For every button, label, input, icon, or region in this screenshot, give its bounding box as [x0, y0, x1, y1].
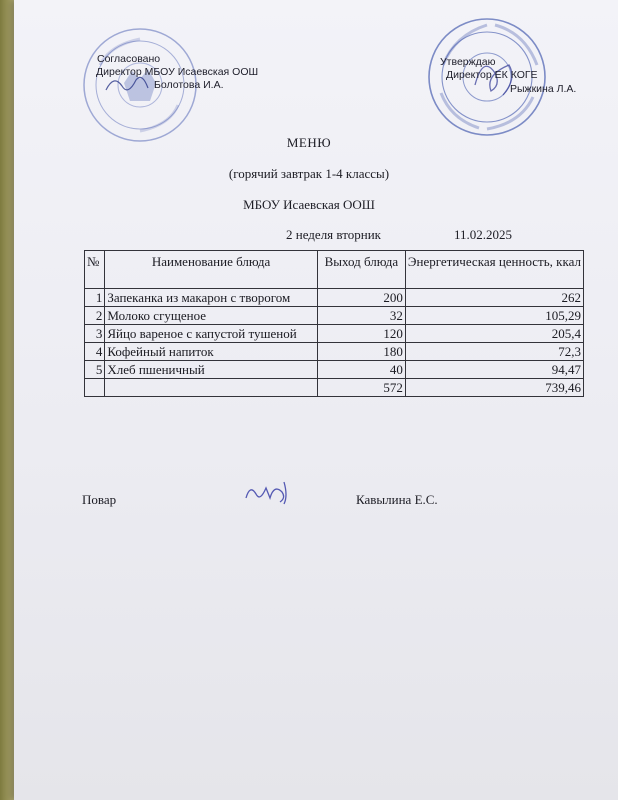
approval-left-label: Согласовано [97, 53, 161, 65]
approval-left-position: Директор МБОУ Исаевская ООШ [96, 66, 259, 78]
week-day: 2 неделя вторник [286, 227, 381, 242]
total-number-empty [85, 379, 105, 397]
table-total-row [85, 379, 584, 397]
header-output: Выход блюда [317, 251, 405, 289]
row-dish-name: Запеканка из макарон с творогом [105, 289, 317, 307]
table-row [85, 307, 584, 325]
row-energy: 262 [405, 289, 583, 307]
header-energy: Энергетическая ценность, ккал [405, 251, 583, 289]
cook-name: Кавылина Е.С. [356, 492, 438, 507]
row-energy: 105,29 [405, 307, 583, 325]
row-number: 5 [85, 361, 105, 379]
cook-role: Повар [82, 492, 117, 507]
row-dish-name: Кофейный напиток [105, 343, 317, 361]
approval-right-position: Директор ЕК КОГЕ [446, 69, 538, 81]
total-energy: 739,46 [405, 379, 583, 397]
row-dish-name: Молоко сгущеное [105, 307, 317, 325]
approval-right-label: Утверждаю [440, 56, 496, 68]
row-output: 32 [317, 307, 405, 325]
row-output: 40 [317, 361, 405, 379]
table-header-row [85, 251, 584, 289]
header-dish-name: Наименование блюда [105, 251, 317, 289]
row-energy: 205,4 [405, 325, 583, 343]
row-output: 120 [317, 325, 405, 343]
cook-signature [240, 476, 300, 508]
row-number: 2 [85, 307, 105, 325]
row-output: 200 [317, 289, 405, 307]
row-output: 180 [317, 343, 405, 361]
approval-right-name: Рыжкина Л.А. [510, 83, 577, 95]
school-name: МБОУ Исаевская ООШ [243, 197, 375, 212]
table-row [85, 361, 584, 379]
row-number: 1 [85, 289, 105, 307]
row-energy: 72,3 [405, 343, 583, 361]
row-number: 3 [85, 325, 105, 343]
row-dish-name: Яйцо вареное с капустой тушеной [105, 325, 317, 343]
table-row [85, 325, 584, 343]
menu-title: МЕНЮ [286, 135, 332, 150]
total-name-empty [105, 379, 317, 397]
header-number: № [85, 251, 105, 289]
table-row [85, 289, 584, 307]
menu-date: 11.02.2025 [454, 227, 513, 242]
row-number: 4 [85, 343, 105, 361]
table-row [85, 343, 584, 361]
approval-left-name: Болотова И.А. [154, 79, 224, 91]
total-output: 572 [317, 379, 405, 397]
row-dish-name: Хлеб пшеничный [105, 361, 317, 379]
menu-table [84, 250, 584, 397]
menu-subtitle: (горячий завтрак 1-4 классы) [228, 166, 390, 181]
row-energy: 94,47 [405, 361, 583, 379]
